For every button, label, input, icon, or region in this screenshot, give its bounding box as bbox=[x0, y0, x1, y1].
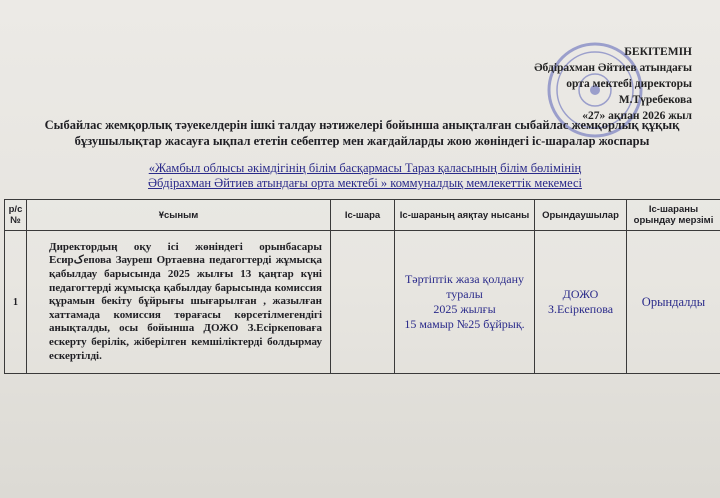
organization-line-2: Әбдірахман Әйтиев атындағы орта мектебі » коммуналдық мемлекеттік мекемесі bbox=[148, 176, 582, 190]
completion-form-line-1: Тәртіптік жаза қолдану bbox=[404, 272, 525, 286]
header-num: р/с № bbox=[5, 200, 27, 231]
approval-school: Әбдірахман Әйтиев атындағы bbox=[534, 62, 692, 74]
row-deadline: Орындалды bbox=[627, 231, 720, 374]
document-title: Сыбайлас жемқорлық тәуекелдерін ішкі талдау нәтижелері бойынша анықталған сыбайлас жемқорлық құқық бұзушылықтар жасауға ықпал ететін себептер мен жағдайларды жою жөніндегі іс-шаралар жоспары bbox=[44, 118, 680, 148]
responsible-line-2: З.Есіркепова bbox=[547, 302, 614, 316]
completion-form-line-4: 15 мамыр №25 бұйрық. bbox=[404, 317, 525, 331]
row-recommendation: Директордың оқу ісі жөніндегі орынбасары Есирکепова Зауреш Ортаевна педагогтерді жұмысқа қабылдау барысында 2025 жылғы 13 қаңтар күні педагогтерді жұмысқа қабылдау барысында комиссия құрамын бекіту бұйрығы шығарылған , жазылған хаттамада комиссия төрағасы көрсетілмегендігі анықталды, осы бойынша ДОЖО З.Есіркеповаға ескерту берілік, жіберілген кемшіліктерді болдырмау ескертілді. bbox=[27, 231, 331, 374]
action-plan-table bbox=[4, 199, 720, 374]
header-recommendation: Ұсыным bbox=[27, 200, 331, 231]
header-completion-form: Іс-шараның аяқтау нысаны bbox=[395, 200, 535, 231]
responsible-line-1: ДОЖО bbox=[562, 287, 599, 301]
approval-director-name: М.Түребекова bbox=[618, 94, 692, 106]
header-event: Іс-шара bbox=[331, 200, 395, 231]
table-header-row bbox=[5, 200, 720, 231]
approval-block bbox=[534, 44, 692, 124]
header-deadline: Іс-шараны орындау мерзімі bbox=[627, 200, 720, 231]
approval-date: «27» ақпан 2026 жыл bbox=[582, 110, 692, 122]
organization-line-1: «Жамбыл облысы әкімдігінің білім басқармасы Тараз қаласының білім бөлімінің bbox=[148, 161, 582, 175]
row-event bbox=[331, 231, 395, 374]
row-responsible bbox=[535, 231, 627, 374]
header-responsible: Орындаушылар bbox=[535, 200, 627, 231]
completion-form-line-2: туралы bbox=[446, 287, 483, 301]
approval-position: орта мектебі директоры bbox=[566, 78, 692, 90]
approval-heading: БЕКІТЕМІН bbox=[624, 46, 692, 58]
organization-name bbox=[100, 161, 630, 191]
table-row bbox=[5, 231, 720, 374]
completion-form-line-3: 2025 жылғы bbox=[433, 302, 496, 316]
row-completion-form bbox=[395, 231, 535, 374]
row-num: 1 bbox=[5, 231, 27, 374]
